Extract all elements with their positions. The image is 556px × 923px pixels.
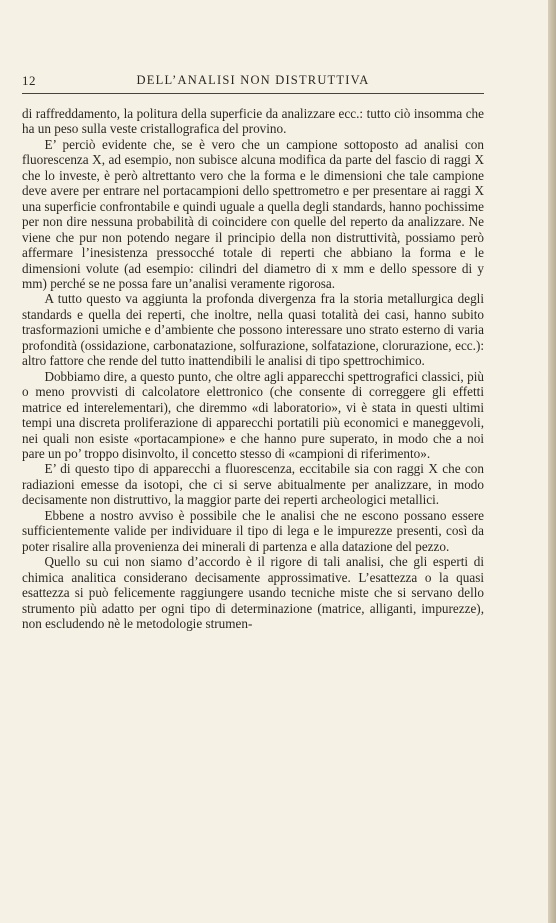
paragraph-2: E’ perciò evidente che, se è vero che un campione sottoposto ad analisi con fluorescenza X, ad esempio, non subisce alcuna modifica da parte del fascio di raggi X che lo investe, è però altrettanto vero che la forma e le dimensioni che tale campione deve avere per entrare nel portacampioni dello spettrometro e per presentare ai raggi X una superficie confrontabile e quindi uguale a quella degli standards, hanno pochissime per non dire nessuna probabilità di coincidere con quelle del reperto da analizzare. Ne viene che pur non potendo negare il principio della non distruttività, possiamo però affermare l’inesistenza pressocché totale di reperti che abbiano la forma e le dimensioni volute (ad esempio: cilindri del diametro di x mm e dello spessore di y mm) perché se ne possa fare un’analisi veramente rigorosa. — [22, 136, 484, 291]
running-head: DELL’ANALISI NON DISTRUTTIVA — [136, 73, 370, 87]
paragraph-1: di raffreddamento, la politura della superficie da analizzare ecc.: tutto ciò insomma che ha un peso sulla veste cristallografica del provino. — [22, 106, 484, 137]
paragraph-3: A tutto questo va aggiunta la profonda divergenza fra la storia metallurgica degli standards e quella dei reperti, che inoltre, nella quasi totalità dei casi, hanno subito trasformazioni umiche e d’ambiente che possono interessare uno strato esterno di varia profondità (ossidazione, carbonatazione, solfurazione, solfatazione, clorurazione, ecc.): altro fattore che rende del tutto inattendibili le analisi di tipo spettrochimico. — [22, 291, 484, 369]
page-header — [22, 73, 484, 94]
page-number: 12 — [22, 73, 36, 88]
page-edge — [548, 0, 556, 923]
paragraph-4: Dobbiamo dire, a questo punto, che oltre agli apparecchi spettrografici classici, più o meno provvisti di calcolatore elettronico (che consente di correggere gli effetti matrice ed interelementari), che diremmo «di laboratorio», vi è stata in questi ultimi tempi una discreta proliferazione di apparecchi portatili più economici e maneggevoli, nei quali non esiste «portacampione» e che hanno pure superato, in modo che a noi pare un po’ troppo disinvolto, il concetto stesso di «campioni di riferimento». — [22, 368, 484, 461]
paragraph-6: Ebbene a nostro avviso è possibile che le analisi che ne escono possano essere sufficientemente valide per individuare il tipo di lega e le impurezze presenti, così da poter risalire alla provenienza dei minerali di partenza e alla datazione del pezzo. — [22, 507, 484, 554]
paragraph-7: Quello su cui non siamo d’accordo è il rigore di tali analisi, che gli esperti di chimica analitica considerano decisamente approssimative. L’esattezza o la quasi esattezza si può felicemente raggiungere usando tecniche miste che si servano dello strumento più adatto per ogni tipo di determinazione (matrice, alliganti, impurezze), non escludendo nè le metodologie strumen- — [22, 554, 484, 631]
paragraph-5: E’ di questo tipo di apparecchi a fluorescenza, eccitabile sia con raggi X che con radiazioni emesse da isotopi, che ci si serve abitualmente per analizzare, in modo decisamente non distruttivo, la maggior parte dei reperti archeologici metallici. — [22, 461, 484, 508]
body-text — [22, 106, 484, 631]
